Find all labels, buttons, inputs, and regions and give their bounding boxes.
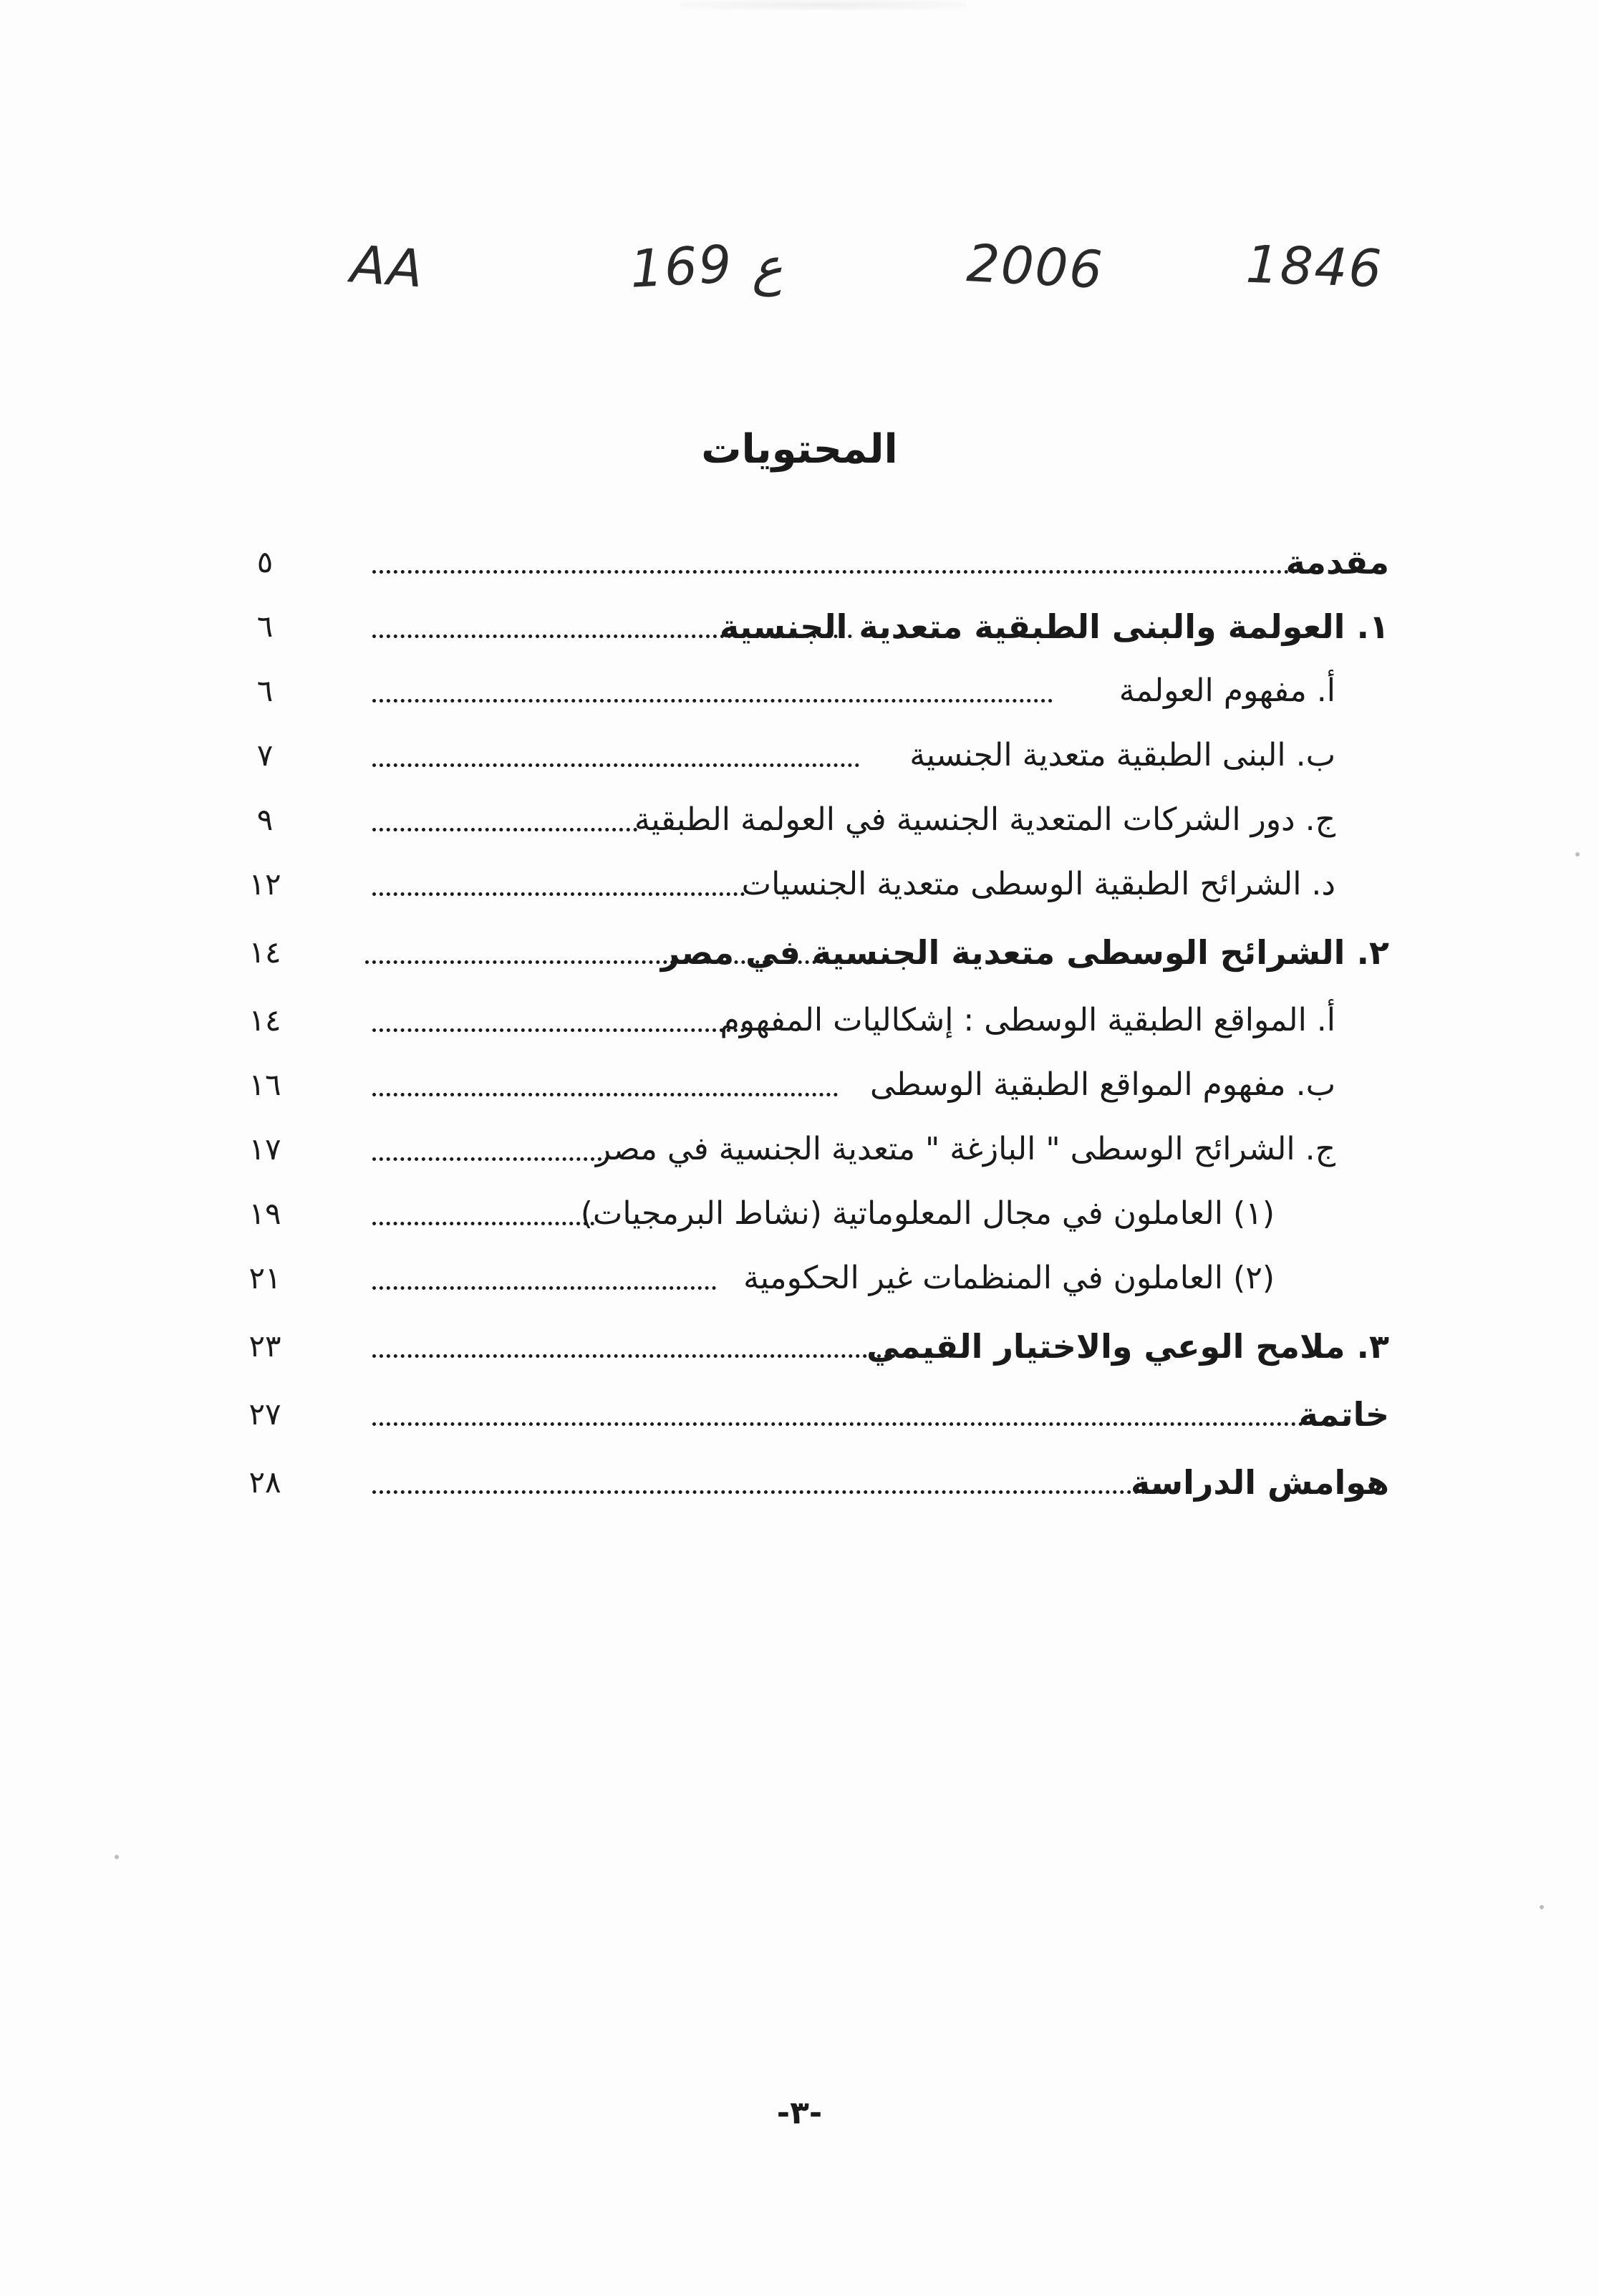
scan-speck bbox=[1540, 1905, 1544, 1909]
handwritten-note: 1846 bbox=[1245, 233, 1384, 299]
toc-entry-label: خاتمة bbox=[1298, 1395, 1389, 1434]
toc-entry-page: ٦ bbox=[256, 673, 274, 708]
toc-entry-label: أ. المواقع الطبقية الوسطى : إشكاليات المفهوم bbox=[720, 1002, 1335, 1038]
dot-leader bbox=[372, 699, 1053, 703]
toc-entry-page: ٢٨ bbox=[248, 1465, 281, 1500]
toc-entry-page: ٩ bbox=[256, 802, 274, 837]
handwritten-note: AA bbox=[349, 233, 427, 299]
dot-leader bbox=[372, 1028, 752, 1032]
toc-entry bbox=[243, 995, 1389, 1046]
toc-entry-page: ١٦ bbox=[248, 1067, 281, 1102]
page-title: المحتويات bbox=[701, 426, 898, 473]
dot-leader bbox=[372, 1286, 716, 1290]
scan-shadow bbox=[680, 0, 967, 10]
toc-entry-label: د. الشرائح الطبقية الوسطى متعدية الجنسيات bbox=[741, 866, 1335, 902]
dot-leader bbox=[372, 570, 1296, 574]
toc-entry-page: ١٧ bbox=[248, 1132, 281, 1167]
toc-entry-page: ١٩ bbox=[248, 1196, 281, 1231]
toc-entry bbox=[243, 859, 1389, 910]
toc-entry-page: ١٢ bbox=[248, 867, 281, 902]
toc-entry-label: ج. دور الشركات المتعدية الجنسية في العولمة الطبقية bbox=[634, 801, 1335, 838]
toc-entry bbox=[243, 927, 1389, 978]
toc-entry-label: ج. الشرائح الوسطى " البازغة " متعدية الجنسية في مصر bbox=[595, 1131, 1335, 1167]
toc-entry-label: مقدمة bbox=[1285, 543, 1389, 582]
toc-entry-label: ب. البنى الطبقية متعدية الجنسية bbox=[909, 737, 1335, 773]
dot-leader bbox=[372, 763, 859, 767]
toc-entry-page: ٢٣ bbox=[248, 1328, 281, 1364]
toc-entry bbox=[243, 1389, 1389, 1439]
toc-entry bbox=[243, 795, 1389, 845]
handwritten-note: 2006 bbox=[965, 233, 1106, 300]
toc-entry-page: ١٤ bbox=[248, 935, 281, 970]
toc-entry-label: أ. مفهوم العولمة bbox=[1119, 672, 1335, 709]
toc-entry bbox=[243, 1253, 1389, 1303]
handwritten-notes bbox=[0, 233, 1599, 322]
toc-entry bbox=[243, 730, 1389, 781]
dot-leader bbox=[372, 1490, 1167, 1494]
toc-entry-page: ٧ bbox=[256, 738, 274, 773]
dot-leader bbox=[372, 828, 637, 831]
handwritten-note: 169 bbox=[628, 233, 735, 299]
handwritten-note: ع bbox=[752, 236, 783, 296]
toc-entry bbox=[243, 1060, 1389, 1110]
dot-leader bbox=[372, 1222, 594, 1225]
toc-entry-label: ٣. ملامح الوعي والاختيار القيمي bbox=[866, 1327, 1389, 1366]
toc-entry bbox=[243, 666, 1389, 716]
toc-entry-label: ب. مفهوم المواقع الطبقية الوسطى bbox=[869, 1066, 1335, 1103]
toc-entry bbox=[243, 537, 1389, 587]
dot-leader bbox=[372, 1354, 967, 1358]
dot-leader bbox=[372, 1157, 609, 1161]
scan-speck bbox=[115, 1855, 119, 1859]
dot-leader bbox=[372, 635, 852, 638]
toc-entry bbox=[243, 1321, 1389, 1371]
toc-entry-label: هوامش الدراسة bbox=[1130, 1463, 1389, 1502]
toc-entry-label: ٢. الشرائح الوسطى متعدية الجنسية في مصر bbox=[660, 933, 1389, 972]
dot-leader bbox=[365, 960, 831, 964]
toc-entry-page: ٥ bbox=[256, 544, 274, 579]
toc-entry-page: ٦ bbox=[256, 609, 274, 644]
dot-leader bbox=[372, 1422, 1303, 1426]
toc-entry bbox=[243, 1189, 1389, 1239]
toc-entry bbox=[243, 1124, 1389, 1174]
toc-entry-page: ٢١ bbox=[248, 1260, 281, 1296]
dot-leader bbox=[372, 1093, 838, 1096]
toc-entry bbox=[243, 1457, 1389, 1508]
toc-entry-label: ١. العولمة والبنى الطبقية متعدية الجنسية bbox=[719, 607, 1389, 646]
toc-entry-page: ٢٧ bbox=[248, 1397, 281, 1432]
toc-entry-page: ١٤ bbox=[248, 1003, 281, 1038]
toc-entry-label: (١) العاملون في مجال المعلوماتية (نشاط البرمجيات) bbox=[580, 1195, 1275, 1232]
toc-entry-label: (٢) العاملون في المنظمات غير الحكومية bbox=[743, 1260, 1275, 1296]
dot-leader bbox=[372, 892, 745, 896]
page-number: -٣- bbox=[776, 2095, 823, 2131]
scan-speck bbox=[1575, 852, 1580, 857]
toc-entry bbox=[243, 602, 1389, 652]
